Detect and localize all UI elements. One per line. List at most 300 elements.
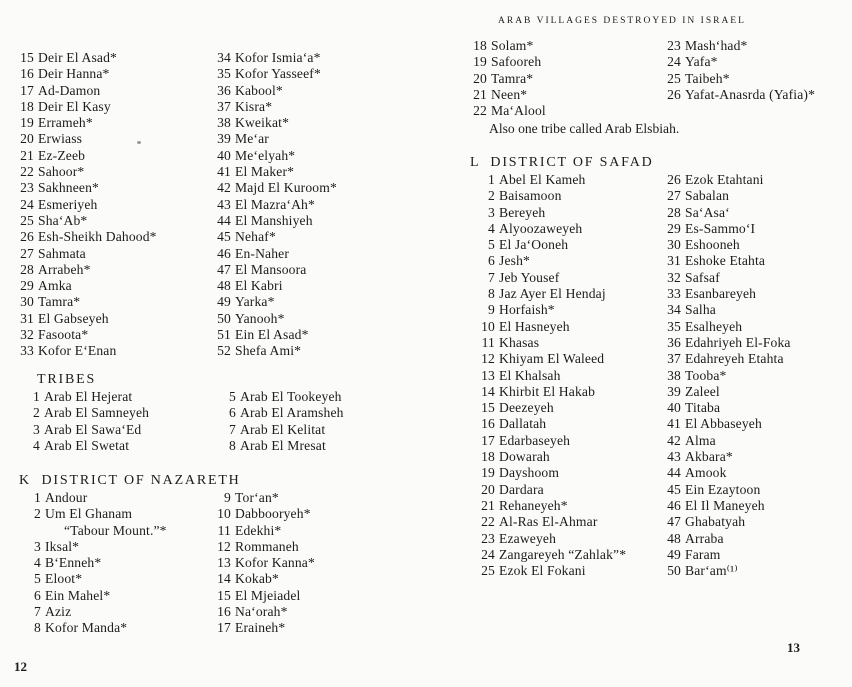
list-item — [214, 278, 337, 294]
list-item — [470, 54, 546, 70]
village-name: Abel El Kameh — [499, 172, 586, 187]
list-item — [214, 99, 337, 115]
village-name: Iksal* — [45, 538, 80, 554]
village-name: Solam* — [491, 38, 534, 53]
village-name: Ezok El Fokani — [499, 563, 586, 579]
item-number: 44 — [217, 212, 231, 228]
item-number: 17 — [20, 82, 34, 98]
item-number: 47 — [217, 261, 231, 277]
list-item — [664, 531, 791, 547]
list-item — [664, 319, 791, 335]
list-item — [664, 368, 791, 384]
list-item — [214, 620, 315, 636]
village-name: Shefa Ami* — [235, 343, 302, 359]
village-name: Yarka* — [235, 294, 275, 310]
item-number: 30 — [667, 237, 681, 253]
village-name: Mash‘had* — [685, 38, 748, 53]
list-item — [214, 164, 337, 180]
list-item — [24, 555, 167, 571]
tribes-heading: TRIBES — [37, 372, 97, 387]
village-name: Arab El Samneyeh — [44, 405, 150, 421]
village-name: Me‘elyah* — [235, 147, 296, 163]
list-item — [478, 498, 626, 514]
village-name: Kabool* — [235, 82, 283, 98]
item-number: 2 — [34, 506, 41, 522]
village-name: Eraineh* — [235, 620, 286, 636]
item-number: 24 — [20, 196, 34, 212]
item-number: 45 — [667, 481, 681, 497]
list-item — [24, 490, 167, 506]
list-item — [214, 50, 337, 66]
village-name: Amka — [38, 278, 72, 294]
nazareth-col1 — [24, 490, 167, 637]
item-number: 40 — [217, 147, 231, 163]
village-name: El Gabseyeh — [38, 310, 109, 326]
village-name: Jaz Ayer El Hendaj — [499, 286, 606, 302]
item-number: 14 — [217, 571, 231, 587]
village-name: Deir El Kasy — [38, 98, 111, 114]
village-name: Akbara* — [685, 449, 733, 465]
ink-speck — [137, 141, 141, 144]
village-name: Zaleel — [685, 383, 720, 399]
item-number: 38 — [217, 115, 231, 131]
list-item — [664, 514, 791, 530]
list-item — [478, 319, 626, 335]
page-number-left: 12 — [14, 659, 27, 674]
village-name: Kokab* — [235, 571, 279, 587]
village-name: Esh-Sheikh Dahood* — [38, 229, 157, 245]
village-name: Arab El Aramsheh — [240, 405, 344, 421]
list-item — [17, 229, 157, 245]
village-name: Jeb Yousef — [499, 269, 560, 285]
item-number: 43 — [667, 449, 681, 465]
village-name: Ezaweyeh — [499, 530, 557, 546]
village-name: En-Naher — [235, 245, 290, 261]
village-name: El Mansoora — [235, 261, 307, 277]
village-name: Ez-Zeeb — [38, 147, 86, 163]
list-item — [664, 351, 791, 367]
list-item — [17, 213, 157, 229]
item-number: 15 — [217, 587, 231, 603]
item-number: 29 — [667, 220, 681, 236]
item-number: 9 — [224, 490, 231, 505]
item-number: 42 — [667, 432, 681, 448]
village-name: El Hasneyeh — [499, 318, 570, 334]
list-item — [664, 482, 791, 498]
village-name: El Khalsah — [499, 367, 561, 383]
item-number: 22 — [481, 514, 495, 530]
item-number: 19 — [481, 465, 495, 481]
village-name: Neen* — [491, 86, 528, 102]
village-name: Ezok Etahtani — [685, 172, 764, 187]
list-item — [478, 335, 626, 351]
village-name: Ghabatyah — [685, 514, 746, 530]
list-item — [664, 286, 791, 302]
list-item — [664, 270, 791, 286]
village-name: Tor‘an* — [235, 490, 279, 505]
list-item — [214, 506, 315, 522]
item-number: 16 — [217, 604, 231, 620]
list-item — [214, 571, 315, 587]
item-number: 13 — [481, 367, 495, 383]
list-item — [214, 523, 315, 539]
village-name: Salha — [685, 302, 716, 318]
village-name: Aziz — [45, 604, 72, 620]
item-number: 33 — [667, 286, 681, 302]
item-number: 21 — [481, 497, 495, 513]
safad-col2 — [664, 172, 791, 579]
item-number: 18 — [481, 449, 495, 465]
item-number: 1 — [34, 490, 41, 505]
list-item — [17, 246, 157, 262]
list-item — [478, 400, 626, 416]
item-number: 32 — [20, 327, 34, 343]
item-number: 22 — [20, 164, 34, 180]
item-number: 8 — [488, 286, 495, 302]
item-number: 12 — [481, 351, 495, 367]
list-item — [470, 87, 546, 103]
village-name: Dabbooryeh* — [235, 506, 311, 522]
item-number: 20 — [473, 70, 487, 86]
item-number: 11 — [481, 334, 495, 350]
item-number: 1 — [33, 389, 40, 404]
village-name: Sabalan — [685, 188, 730, 204]
continued-col2 — [664, 38, 815, 103]
item-number: 29 — [20, 278, 34, 294]
list-item — [17, 83, 157, 99]
list-item — [226, 422, 344, 438]
village-name: Dowarah — [499, 449, 550, 465]
item-number: 11 — [217, 522, 231, 538]
item-number: 43 — [217, 196, 231, 212]
item-number: 18 — [473, 38, 487, 53]
list-item — [664, 205, 791, 221]
village-name: Na‘orah* — [235, 604, 288, 620]
village-name: B‘Enneh* — [45, 555, 102, 571]
village-name: Horfaish* — [499, 302, 555, 318]
list-item — [17, 327, 157, 343]
item-number: 15 — [481, 400, 495, 416]
tribes-col2 — [226, 389, 344, 454]
village-name: Edekhi* — [235, 522, 282, 538]
list-item — [664, 400, 791, 416]
item-number: 3 — [33, 421, 40, 437]
list-item — [17, 115, 157, 131]
list-item — [214, 311, 337, 327]
item-number: 25 — [481, 563, 495, 579]
list-item — [478, 205, 626, 221]
village-name: Nehaf* — [235, 229, 276, 245]
item-number: 20 — [20, 131, 34, 147]
list-item — [214, 246, 337, 262]
village-name: Safsaf — [685, 269, 720, 285]
list-item — [664, 87, 815, 103]
list-item — [478, 237, 626, 253]
item-number: 46 — [667, 497, 681, 513]
list-item — [17, 343, 157, 359]
list-item — [17, 294, 157, 310]
list-item — [17, 164, 157, 180]
list-item — [24, 588, 167, 604]
list-item — [664, 71, 815, 87]
village-name: Zangareyeh “Zahlak”* — [499, 546, 627, 562]
village-name: Um El Ghanam — [45, 506, 133, 522]
item-number: 26 — [667, 86, 681, 102]
item-number: 33 — [20, 343, 34, 359]
village-name: Andour — [45, 490, 88, 505]
item-number: 17 — [481, 432, 495, 448]
village-name: El Mazra‘Ah* — [235, 196, 315, 212]
village-name: Taibeh* — [685, 70, 730, 86]
item-number: 32 — [667, 269, 681, 285]
village-name: Ein Mahel* — [45, 587, 111, 603]
list-item — [24, 604, 167, 620]
list-item — [664, 54, 815, 70]
list-item — [470, 103, 546, 119]
item-number: 47 — [667, 514, 681, 530]
village-name: Kofor Ismia‘a* — [235, 50, 321, 65]
list-item — [226, 405, 344, 421]
item-number: 26 — [667, 172, 681, 187]
list-item — [478, 465, 626, 481]
list-item — [226, 438, 344, 454]
list-item — [30, 438, 149, 454]
village-name: Arab El Tookeyeh — [240, 389, 342, 404]
item-number: 36 — [667, 334, 681, 350]
item-number: 20 — [481, 481, 495, 497]
list-item — [214, 294, 337, 310]
list-item — [214, 148, 337, 164]
item-number: 24 — [667, 54, 681, 70]
village-name: “Tabour Mount.”* — [64, 522, 167, 538]
village-name: Arraba — [685, 530, 724, 546]
village-name: El Il Maneyeh — [685, 497, 765, 513]
item-number: 21 — [473, 86, 487, 102]
list-item — [214, 115, 337, 131]
village-name: Arab El Swetat — [44, 437, 130, 453]
village-name: Deezeyeh — [499, 400, 554, 416]
item-number: 34 — [667, 302, 681, 318]
village-name: Eloot* — [45, 571, 83, 587]
list-item — [664, 433, 791, 449]
list-item — [17, 50, 157, 66]
list-item — [664, 563, 791, 579]
item-number: 36 — [217, 82, 231, 98]
list-item — [17, 278, 157, 294]
list-item — [478, 188, 626, 204]
item-number: 16 — [481, 416, 495, 432]
item-number: 45 — [217, 229, 231, 245]
village-name: El Manshiyeh — [235, 212, 313, 228]
item-number: 49 — [217, 294, 231, 310]
item-number: 9 — [488, 302, 495, 318]
item-number: 5 — [488, 237, 495, 253]
item-number: 10 — [481, 318, 495, 334]
list-item — [214, 604, 315, 620]
list-item — [214, 555, 315, 571]
item-number: 30 — [20, 294, 34, 310]
village-name: Kofor E‘Enan — [38, 343, 117, 359]
list-item — [664, 416, 791, 432]
village-name: Sahmata — [38, 245, 86, 261]
village-name: Eshooneh — [685, 237, 740, 253]
list-item — [664, 38, 815, 54]
village-name: Bereyeh — [499, 204, 546, 220]
item-number: 40 — [667, 400, 681, 416]
page-number-right: 13 — [787, 640, 800, 655]
list-item — [478, 286, 626, 302]
village-name: El Kabri — [235, 278, 283, 294]
village-name: Ma‘Alool — [491, 103, 546, 119]
village-name: Esalheyeh — [685, 318, 743, 334]
item-number: 3 — [34, 538, 41, 554]
list-item — [478, 253, 626, 269]
village-name: Bar‘am⁽¹⁾ — [685, 563, 738, 579]
item-number: 1 — [488, 172, 495, 187]
item-number: 26 — [20, 229, 34, 245]
list-item — [664, 449, 791, 465]
village-name: Khasas — [499, 334, 540, 350]
safad-heading: L DISTRICT OF SAFAD — [470, 155, 654, 170]
list-item — [478, 531, 626, 547]
village-name: Dayshoom — [499, 465, 560, 481]
village-name: Khirbit El Hakab — [499, 383, 596, 399]
village-name: Sa‘Asa‘ — [685, 204, 730, 220]
item-number: 16 — [20, 66, 34, 82]
item-number: 27 — [667, 188, 681, 204]
village-name: Tooba* — [685, 367, 727, 383]
item-number: 23 — [667, 38, 681, 53]
list-item — [214, 131, 337, 147]
item-number: 23 — [481, 530, 495, 546]
item-number: 25 — [667, 70, 681, 86]
item-number: 4 — [488, 220, 495, 236]
village-name: Ad-Damon — [38, 82, 101, 98]
item-number: 25 — [20, 212, 34, 228]
village-name: Ein El Asad* — [235, 327, 309, 343]
list-item — [17, 66, 157, 82]
item-number: 49 — [667, 546, 681, 562]
item-number: 41 — [667, 416, 681, 432]
item-number: 39 — [217, 131, 231, 147]
item-number: 8 — [34, 620, 41, 636]
running-head: ARAB VILLAGES DESTROYED IN ISRAEL — [498, 16, 746, 26]
item-number: 3 — [488, 204, 495, 220]
list-item — [664, 221, 791, 237]
item-number: 5 — [34, 571, 41, 587]
galilee-list-col2 — [214, 50, 337, 360]
item-number: 34 — [217, 50, 231, 65]
item-number: 44 — [667, 465, 681, 481]
list-item — [478, 547, 626, 563]
galilee-list-col1 — [17, 50, 157, 360]
village-name: Arab El Hejerat — [44, 389, 133, 404]
village-name: Kofor Yasseef* — [235, 66, 321, 82]
village-name: El Maker* — [235, 164, 295, 180]
list-item — [478, 433, 626, 449]
list-item — [478, 563, 626, 579]
list-item — [17, 99, 157, 115]
list-item — [17, 311, 157, 327]
village-name: Arrabeh* — [38, 261, 91, 277]
tribe-note: Also one tribe called Arab Elsbiah. — [489, 121, 680, 136]
list-item — [478, 302, 626, 318]
village-name: Edarbaseyeh — [499, 432, 571, 448]
item-number: 50 — [667, 563, 681, 579]
item-number: 46 — [217, 245, 231, 261]
list-item — [30, 405, 149, 421]
village-name: Sakhneen* — [38, 180, 99, 196]
item-number: 19 — [473, 54, 487, 70]
village-name: Arab El Sawa‘Ed — [44, 421, 142, 437]
village-name: Tamra* — [38, 294, 81, 310]
item-number: 37 — [667, 351, 681, 367]
list-item — [664, 547, 791, 563]
list-item — [214, 83, 337, 99]
village-name: Dardara — [499, 481, 544, 497]
nazareth-col2 — [214, 490, 315, 637]
list-item — [214, 229, 337, 245]
village-name: Jesh* — [499, 253, 530, 269]
village-name: Majd El Kuroom* — [235, 180, 337, 196]
item-number: 12 — [217, 538, 231, 554]
list-item — [664, 465, 791, 481]
list-item — [214, 213, 337, 229]
list-item — [478, 368, 626, 384]
item-number: 39 — [667, 383, 681, 399]
list-item — [17, 148, 157, 164]
list-item — [214, 262, 337, 278]
list-item — [478, 221, 626, 237]
village-name: Yanooh* — [235, 310, 285, 326]
item-number: 48 — [667, 530, 681, 546]
item-number: 52 — [217, 343, 231, 359]
list-item — [470, 71, 546, 87]
village-name: Kofor Kanna* — [235, 555, 315, 571]
village-name: Esanbareyeh — [685, 286, 757, 302]
list-item — [664, 302, 791, 318]
item-number: 28 — [20, 261, 34, 277]
village-name: Sahoor* — [38, 164, 85, 180]
village-name: Erwiass — [38, 131, 83, 147]
village-name: Eshoke Etahta — [685, 253, 766, 269]
list-item — [17, 180, 157, 196]
item-number: 18 — [20, 98, 34, 114]
item-number: 51 — [217, 327, 231, 343]
item-number: 27 — [20, 245, 34, 261]
list-item — [214, 490, 315, 506]
village-name: Edahreyeh Etahta — [685, 351, 784, 367]
village-name: Dallatah — [499, 416, 547, 432]
item-number: 24 — [481, 546, 495, 562]
list-item — [17, 131, 157, 147]
item-number: 7 — [34, 604, 41, 620]
village-name: Titaba — [685, 400, 721, 416]
item-number: 6 — [34, 587, 41, 603]
list-item — [30, 389, 149, 405]
tribes-col1 — [30, 389, 149, 454]
item-number: 4 — [33, 437, 40, 453]
list-item — [478, 270, 626, 286]
village-name: Deir Hanna* — [38, 66, 110, 82]
village-name: Yafa* — [685, 54, 718, 70]
item-number: 31 — [20, 310, 34, 326]
list-item — [664, 335, 791, 351]
continued-col1 — [470, 38, 546, 119]
village-name: Es-Sammo‘I — [685, 220, 756, 236]
item-number: 42 — [217, 180, 231, 196]
item-number: 23 — [20, 180, 34, 196]
